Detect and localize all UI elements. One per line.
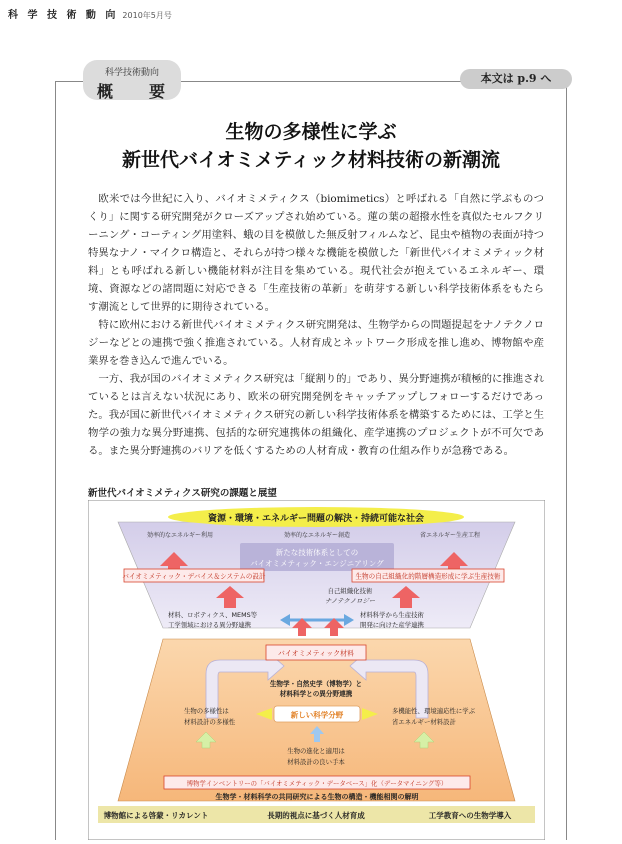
issue-date: 2010年5月号 [122,11,172,20]
frame-right-rule [566,81,567,840]
bottom-item-3: 工学教育への生物学導入 [428,811,512,820]
right-lower-line-2: 省エネルギー材料設計 [392,718,456,726]
self-org-line-1: 自己組織化技術 [327,587,373,595]
bottom-item-2: 長期的視点に基づく人材育成 [267,811,365,820]
engineering-line-1: 新たな技術体系としての [275,548,359,557]
self-org-line-2: ナノテクノロジー [324,597,376,605]
title-line-2: 新世代バイオミメティック材料技術の新潮流 [122,149,500,171]
title-line-1: 生物の多様性に学ぶ [225,121,397,143]
right-note-line-1: 材料科学から生産技術 [360,611,424,619]
bio-collab-line-2: 材料科学との異分野連携 [279,690,353,698]
journal-header [8,6,172,21]
section-tab [83,60,181,100]
journal-name: 科 学 技 術 動 向 [8,10,119,21]
database-text: 博物学インベントリーの「バイオミメティック・データベース」化（データマイニング等） [186,779,448,788]
top-label-2: 効率的なエネルギー創造 [283,532,351,539]
paragraph: 欧米では今世紀に入り、バイオミメティクス（biomimetics）と呼ばれる「自然に学ぶものつくり」に関する研究開発がクローズアップされ始めている。蓮の葉の超撥水性を真似たセルフクリーニング・コーティング用塗料、蛾の目を模倣した無反射フィルムなど、昆虫や植物の表面が持つ特異なナノ・マイクロ構造と、それらが持つ様々な機能を模倣した「新世代バイオミメティック材料」とも呼ばれる新しい機能材料が注目を集めている。現代社会が抱えているエネルギー、環境、資源などの諸問題に対応できる「生産技術の革新」を萌芽する新しい科学技術体系をもたらす潮流として世界的に期待されている。 [88,193,544,313]
article-title [60,118,562,174]
joint-research-text: 生物学・材料科学の共同研究による生物の構造・機能相関の解明 [215,793,419,801]
left-lower-line-1: 生物の多様性は [184,707,229,715]
bottom-item-1: 博物館による啓蒙・リカレント [103,811,209,820]
page-reference-badge[interactable]: 本文は p.9 へ [460,69,572,89]
section-tab-title: 概 要 [96,82,175,101]
left-lower-line-2: 材料設計の多様性 [184,718,236,726]
figure-diagram [88,500,545,840]
left-note-line-2: 工学領域における異分野連携 [168,621,252,629]
device-design-text: バイオミメティック・デバイス＆システムの設計 [122,572,266,581]
left-note-line-1: 材料、ロボティクス、MEMS等 [168,611,258,619]
paragraph: 特に欧州における新世代バイオミメティクス研究開発は、生物学からの問題提起をナノテクノロジーなどとの連携で強く推進されている。人材育成とネットワーク形成を推し進め、博物館や産業界を巻き込んで進んでいる。 [88,319,544,367]
new-field-text: 新しい科学分野 [290,710,344,720]
article-body [88,190,544,460]
section-tab-small: 科学技術動向 [104,68,159,78]
right-note-line-2: 開発に向けた産学連携 [360,621,424,629]
material-text: バイオミメティック材料 [277,649,355,658]
frame-left-rule [55,81,56,840]
top-label-3: 省エネルギー生産工程 [419,532,481,539]
figure-caption: 新世代バイオミメティクス研究の課題と展望 [88,488,277,499]
bio-collab-line-1: 生物学・自然史学（博物学）と [269,680,363,688]
figure [88,500,545,840]
paragraph: 一方、我が国のバイオミメティクス研究は「縦割り的」であり、異分野連携が積極的に推進されているとは言えない状況にあり、欧米の研究開発例をキャッチアップしフォローするだけであった。我が国に新世代バイオミメティクス研究の新しい科学技術体系を構築するためには、工学と生物学の強力な異分野連携、包括的な研究連携体の組織化、産学連携のプロジェクトが不可欠である。また異分野連携のバリアを低くするための人材育成・教育の仕組み作りが急務である。 [88,373,544,457]
top-label-1: 効率的なエネルギー利用 [146,532,214,539]
goal-banner-text: 資源・環境・エネルギー問題の解決・持続可能な社会 [207,514,425,524]
evolution-line-1: 生物の進化と適用は [287,747,345,755]
evolution-line-2: 材料設計の良い手本 [287,758,345,766]
right-lower-line-1: 多機能性、環境適応性に学ぶ [392,707,476,715]
production-tech-text: 生物の自己組織化的階層構造形成に学ぶ生産技術 [355,572,501,581]
engineering-line-2: バイオミメティック・エンジニアリング [250,559,384,568]
